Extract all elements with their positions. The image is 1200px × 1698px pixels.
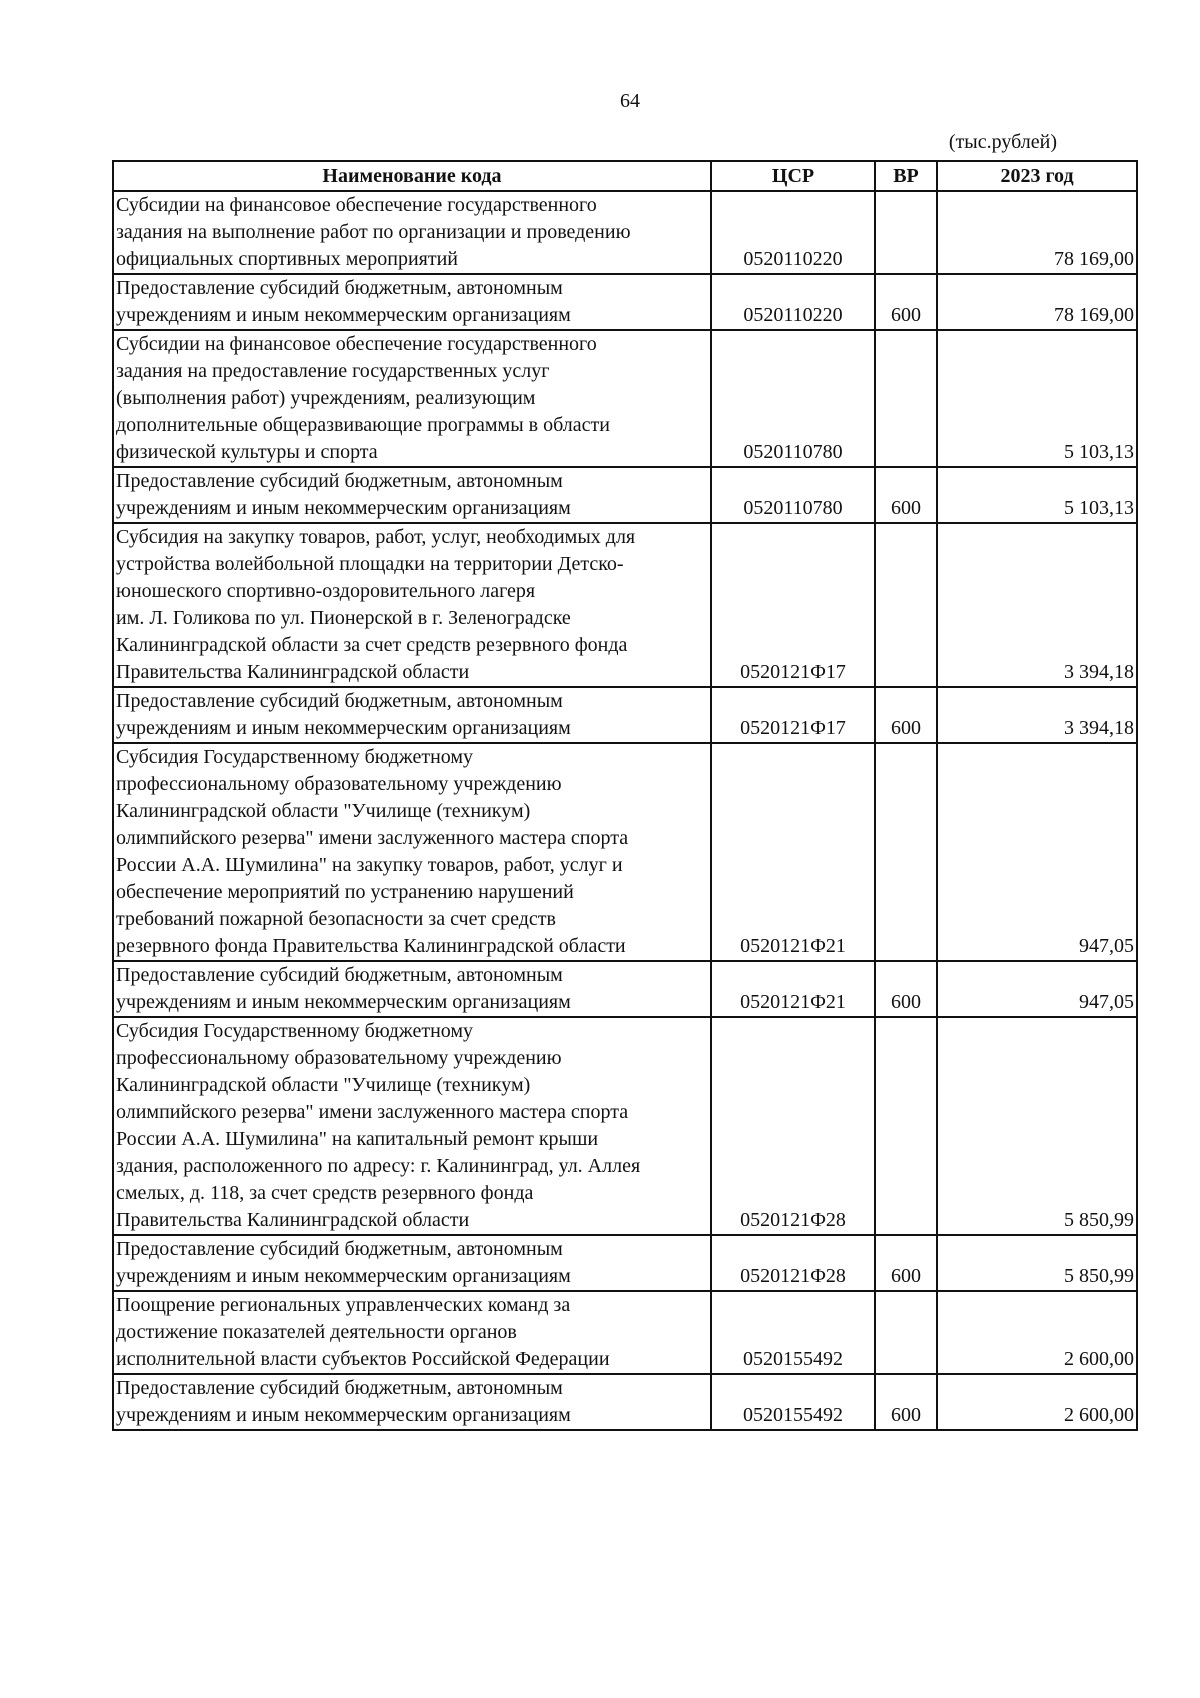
table-row xyxy=(113,961,1137,1017)
row-vr: 600 xyxy=(875,961,937,1017)
row-csr: 0520121Ф28 xyxy=(711,1235,875,1291)
row-amount: 78 169,00 xyxy=(937,191,1137,274)
row-vr xyxy=(875,743,937,961)
row-vr xyxy=(875,330,937,467)
table-row xyxy=(113,743,1137,961)
row-amount: 2 600,00 xyxy=(937,1374,1137,1430)
row-csr: 0520110780 xyxy=(711,467,875,523)
page-number: 64 xyxy=(620,90,640,112)
row-csr: 0520110780 xyxy=(711,330,875,467)
table-row xyxy=(113,1017,1137,1235)
row-name: Предоставление субсидий бюджетным, автономным учреждениям и иным некоммерческим организациям xyxy=(113,961,711,1017)
row-name: Предоставление субсидий бюджетным, автономным учреждениям и иным некоммерческим организациям xyxy=(113,687,711,743)
row-vr xyxy=(875,191,937,274)
row-vr: 600 xyxy=(875,687,937,743)
row-amount: 5 103,13 xyxy=(937,467,1137,523)
row-vr: 600 xyxy=(875,274,937,330)
table-row xyxy=(113,191,1137,274)
table-header-row xyxy=(113,161,1137,191)
row-amount: 947,05 xyxy=(937,743,1137,961)
units-label: (тыс.рублей) xyxy=(948,131,1057,153)
header-name: Наименование кода xyxy=(113,161,711,191)
row-amount: 5 850,99 xyxy=(937,1235,1137,1291)
row-name: Субсидии на финансовое обеспечение государственного задания на выполнение работ по организации и проведению официальных спортивных мероприятий xyxy=(113,191,711,274)
row-csr: 0520110220 xyxy=(711,274,875,330)
row-amount: 78 169,00 xyxy=(937,274,1137,330)
budget-table xyxy=(112,160,1138,1431)
table-row xyxy=(113,1374,1137,1430)
row-name: Предоставление субсидий бюджетным, автономным учреждениям и иным некоммерческим организациям xyxy=(113,1374,711,1430)
row-name: Субсидии на финансовое обеспечение государственного задания на предоставление государственных услуг (выполнения работ) учреждениям, реализующим дополнительные общеразвивающие программы в области физической культуры и спорта xyxy=(113,330,711,467)
table-row xyxy=(113,523,1137,687)
row-amount: 5 103,13 xyxy=(937,330,1137,467)
row-name: Предоставление субсидий бюджетным, автономным учреждениям и иным некоммерческим организациям xyxy=(113,1235,711,1291)
row-csr: 0520121Ф17 xyxy=(711,687,875,743)
row-csr: 0520155492 xyxy=(711,1291,875,1374)
row-name: Предоставление субсидий бюджетным, автономным учреждениям и иным некоммерческим организациям xyxy=(113,467,711,523)
row-name: Субсидия Государственному бюджетному профессиональному образовательному учреждению Калининградской области "Училище (техникум) олимпийского резерва" имени заслуженного мастера спорта России А.А. Шумилина" на закупку товаров, работ, услуг и обеспечение мероприятий по устранению нарушений требований пожарной безопасности за счет средств резервного фонда Правительства Калининградской области xyxy=(113,743,711,961)
row-name: Поощрение региональных управленческих команд за достижение показателей деятельности органов исполнительной власти субъектов Российской Федерации xyxy=(113,1291,711,1374)
table-row xyxy=(113,330,1137,467)
row-amount: 5 850,99 xyxy=(937,1017,1137,1235)
header-csr: ЦСР xyxy=(711,161,875,191)
row-name: Субсидия Государственному бюджетному профессиональному образовательному учреждению Калининградской области "Училище (техникум) олимпийского резерва" имени заслуженного мастера спорта России А.А. Шумилина" на капитальный ремонт крыши здания, расположенного по адресу: г. Калининград, ул. Аллея смелых, д. 118, за счет средств резервного фонда Правительства Калининградской области xyxy=(113,1017,711,1235)
row-amount: 3 394,18 xyxy=(937,523,1137,687)
row-vr xyxy=(875,1291,937,1374)
row-csr: 0520121Ф17 xyxy=(711,523,875,687)
row-name: Предоставление субсидий бюджетным, автономным учреждениям и иным некоммерческим организациям xyxy=(113,274,711,330)
row-csr: 0520121Ф28 xyxy=(711,1017,875,1235)
table-row xyxy=(113,467,1137,523)
table-row xyxy=(113,1291,1137,1374)
row-amount: 947,05 xyxy=(937,961,1137,1017)
table-row xyxy=(113,687,1137,743)
row-vr: 600 xyxy=(875,1235,937,1291)
table-row xyxy=(113,1235,1137,1291)
row-vr: 600 xyxy=(875,467,937,523)
row-amount: 3 394,18 xyxy=(937,687,1137,743)
row-csr: 0520121Ф21 xyxy=(711,961,875,1017)
row-csr: 0520121Ф21 xyxy=(711,743,875,961)
header-vr: ВР xyxy=(875,161,937,191)
row-vr: 600 xyxy=(875,1374,937,1430)
row-amount: 2 600,00 xyxy=(937,1291,1137,1374)
table-row xyxy=(113,274,1137,330)
row-vr xyxy=(875,1017,937,1235)
row-vr xyxy=(875,523,937,687)
row-name: Субсидия на закупку товаров, работ, услуг, необходимых для устройства волейбольной площадки на территории Детско- юношеского спортивно-оздоровительного лагеря им. Л. Голикова по ул. Пионерской в г. Зеленоградске Калининградской области за счет средств резервного фонда Правительства Калининградской области xyxy=(113,523,711,687)
row-csr: 0520110220 xyxy=(711,191,875,274)
row-csr: 0520155492 xyxy=(711,1374,875,1430)
header-year: 2023 год xyxy=(937,161,1137,191)
